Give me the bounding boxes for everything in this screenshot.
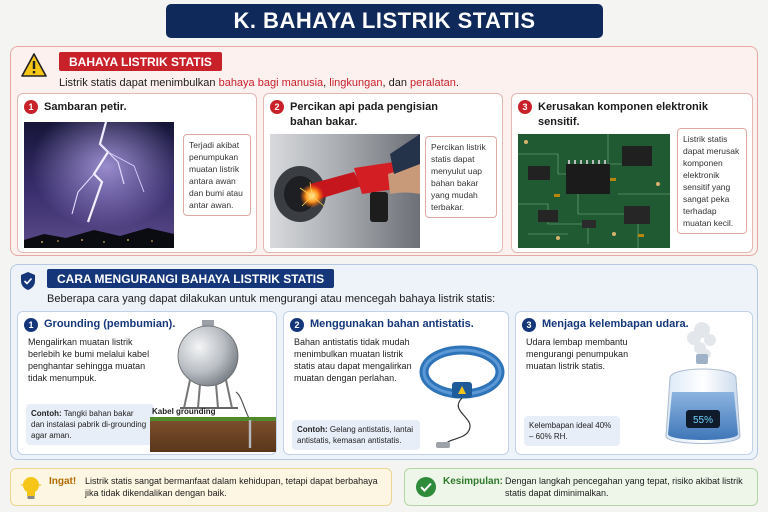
grounding-tank-illustration: [150, 316, 276, 452]
card-example: Contoh: Gelang antistatis, lantai antistatis, kemasan antistatis.: [292, 420, 420, 450]
reminder-label: Ingat!: [49, 476, 77, 487]
lightbulb-icon: [21, 475, 41, 501]
conclusion-text: Dengan langkah pencegahan yang tepat, risiko akibat listrik statis dapat diminimalkan.: [505, 476, 743, 498]
danger-section: [10, 46, 758, 256]
card-title: Sambaran petir.: [44, 101, 127, 113]
humidifier-illustration: [656, 318, 750, 452]
card-number: 3: [522, 318, 536, 332]
reminder-box: [10, 468, 392, 506]
page-title: K. BAHAYA LISTRIK STATIS: [166, 4, 603, 38]
reminder-text: Listrik statis sangat bermanfaat dalam kehidupan, tetapi dapat berbahaya jika tidak dikendalikan dengan baik.: [85, 476, 378, 498]
card-description: Bahan antistatis tidak mudah menimbulkan muatan listrik statis atau dapat mengalirkan muatan dengan perlahan.: [294, 337, 412, 383]
danger-card-electronics: [511, 93, 753, 253]
humidity-display: 55%: [692, 415, 714, 426]
card-number: 3: [518, 100, 532, 114]
card-title: Menjaga kelembapan udara.: [542, 318, 689, 330]
card-note: Percikan listrik statis dapat menyulut uap bahan bakar yang mudah terbakar.: [425, 136, 497, 218]
card-example: Contoh: Tangki bahan bakar dan instalasi pabrik di-grounding agar aman.: [26, 404, 154, 445]
reduce-intro: Beberapa cara yang dapat dilakukan untuk mengurangi atau mencegah bahaya listrik statis:: [47, 293, 496, 305]
shield-check-icon: [20, 271, 36, 291]
reduce-card-antistatic: [283, 311, 509, 455]
card-title: Grounding (pembumian).: [44, 318, 176, 330]
danger-intro: Listrik statis dapat menimbulkan bahaya bagi manusia, lingkungan, dan peralatan.: [59, 77, 459, 89]
danger-heading: BAHAYA LISTRIK STATIS: [59, 52, 222, 71]
conclusion-box: [404, 468, 758, 506]
card-title: Kerusakan komponen elektronik sensitif.: [538, 101, 708, 128]
cable-label: Kabel grounding: [152, 407, 216, 416]
circuit-board-photo: [518, 134, 670, 248]
card-example: Kelembapan ideal 40% – 60% RH.: [524, 416, 620, 446]
conclusion-label: Kesimpulan:: [443, 476, 504, 487]
fuel-nozzle-photo: [270, 134, 420, 248]
antistatic-wristband-illustration: [418, 338, 506, 450]
reduce-heading: CARA MENGURANGI BAHAYA LISTRIK STATIS: [47, 269, 334, 288]
card-note: Terjadi akibat penumpukan muatan listrik antara awan dan bumi atau antar awan.: [183, 134, 251, 216]
card-description: Udara lembap membantu mengurangi penumpukan muatan listrik statis.: [526, 337, 629, 371]
card-number: 2: [270, 100, 284, 114]
reduce-card-grounding: [17, 311, 277, 455]
card-description: Mengalirkan muatan listrik berlebih ke bumi melalui kabel penghantar sehingga muatan tidak menumpuk.: [28, 337, 150, 383]
danger-card-fuel: [263, 93, 503, 253]
reduce-section: [10, 264, 758, 460]
check-circle-icon: [415, 476, 437, 498]
card-title: Percikan api pada pengisian bahan bakar.: [290, 101, 438, 128]
reduce-card-humidity: [515, 311, 753, 455]
warning-icon: [21, 53, 47, 77]
card-note: Listrik statis dapat merusak komponen elektronik sensitif yang sangat peka terhadap muatan kecil.: [677, 128, 747, 234]
card-number: 2: [290, 318, 304, 332]
lightning-photo: [24, 122, 174, 248]
card-title: Menggunakan bahan antistatis.: [310, 318, 474, 330]
danger-card-lightning: [17, 93, 257, 253]
card-number: 1: [24, 100, 38, 114]
card-number: 1: [24, 318, 38, 332]
